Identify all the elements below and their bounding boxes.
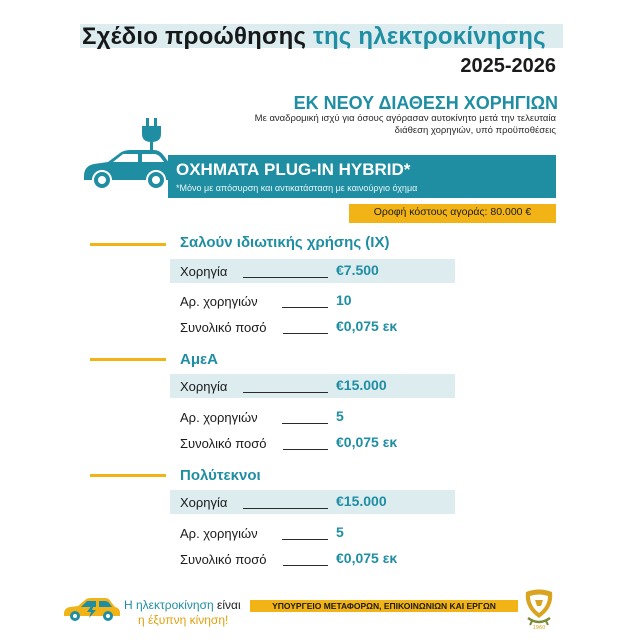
count-label: Αρ. χορηγιών [180,526,258,541]
count-value: 5 [336,524,344,540]
total-value: €0,075 εκ [336,550,398,566]
grant-value: €7.500 [336,262,379,278]
total-value: €0,075 εκ [336,434,398,450]
leader-line [283,449,328,450]
svg-text:1960: 1960 [532,625,546,630]
section-divider [90,474,166,477]
grant-label: Χορηγία [180,264,228,279]
total-label: Συνολικό ποσό [180,552,267,567]
count-label: Αρ. χορηγιών [180,294,258,309]
cyprus-emblem-icon [522,588,556,630]
section-divider [90,243,166,246]
years: 2025-2026 [460,55,556,77]
total-label: Συνολικό ποσό [180,436,267,451]
ministry-name: ΥΠΟΥΡΓΕΙΟ ΜΕΤΑΦΟΡΩΝ, ΕΠΙΚΟΙΝΩΝΙΩΝ ΚΑΙ ΕΡΓΩΝ [272,601,496,611]
grant-label: Χορηγία [180,379,228,394]
reissue-heading: ΕΚ ΝΕΟΥ ΔΙΑΘΕΣΗ ΧΟΡΗΓΙΩΝ [293,93,558,113]
section-title: Σαλούν ιδιωτικής χρήσης (ΙΧ) [180,234,390,251]
grant-value: €15.000 [336,377,387,393]
total-value: €0,075 εκ [336,318,398,334]
leader-line [243,392,328,393]
reissue-note: Με αναδρομική ισχύ για όσους αγόρασαν αυτοκίνητο μετά την τελευταία διάθεση χορηγιών, υπό προϋποθέσεις [254,113,556,136]
leader-line [283,333,328,334]
count-label: Αρ. χορηγιών [180,410,258,425]
leader-line [282,539,328,540]
grant-label: Χορηγία [180,495,228,510]
leader-line [283,565,328,566]
slogan-part-1: Η ηλεκτροκίνηση [124,598,214,612]
title-part-2: της ηλεκτροκίνησης [313,23,546,50]
leader-line [282,307,328,308]
slogan-part-2: είναι [217,598,241,612]
leader-line [282,423,328,424]
category-note: *Μόνο με απόσυρση και αντικατάσταση με καινούργιο όχημα [176,183,418,193]
count-value: 10 [336,292,352,308]
section-title: ΑμεΑ [180,351,218,368]
title-part-1: Σχέδιο προώθησης [82,23,307,50]
leader-line [243,508,328,509]
slogan-line-1 [124,598,241,612]
page-title [82,23,546,51]
slogan-line-2: η έξυπνη κίνηση! [138,613,229,627]
car-plug-icon [80,118,180,198]
grant-value: €15.000 [336,493,387,509]
count-value: 5 [336,408,344,424]
cost-cap-text: Οροφή κόστους αγοράς: 80.000 € [373,206,532,218]
section-divider [90,358,166,361]
leader-line [243,277,328,278]
section-title: Πολύτεκνοι [180,467,261,484]
category-title: ΟΧΗΜΑΤΑ PLUG-IN HYBRID* [176,160,411,179]
car-lightning-icon [62,596,122,622]
total-label: Συνολικό ποσό [180,320,267,335]
